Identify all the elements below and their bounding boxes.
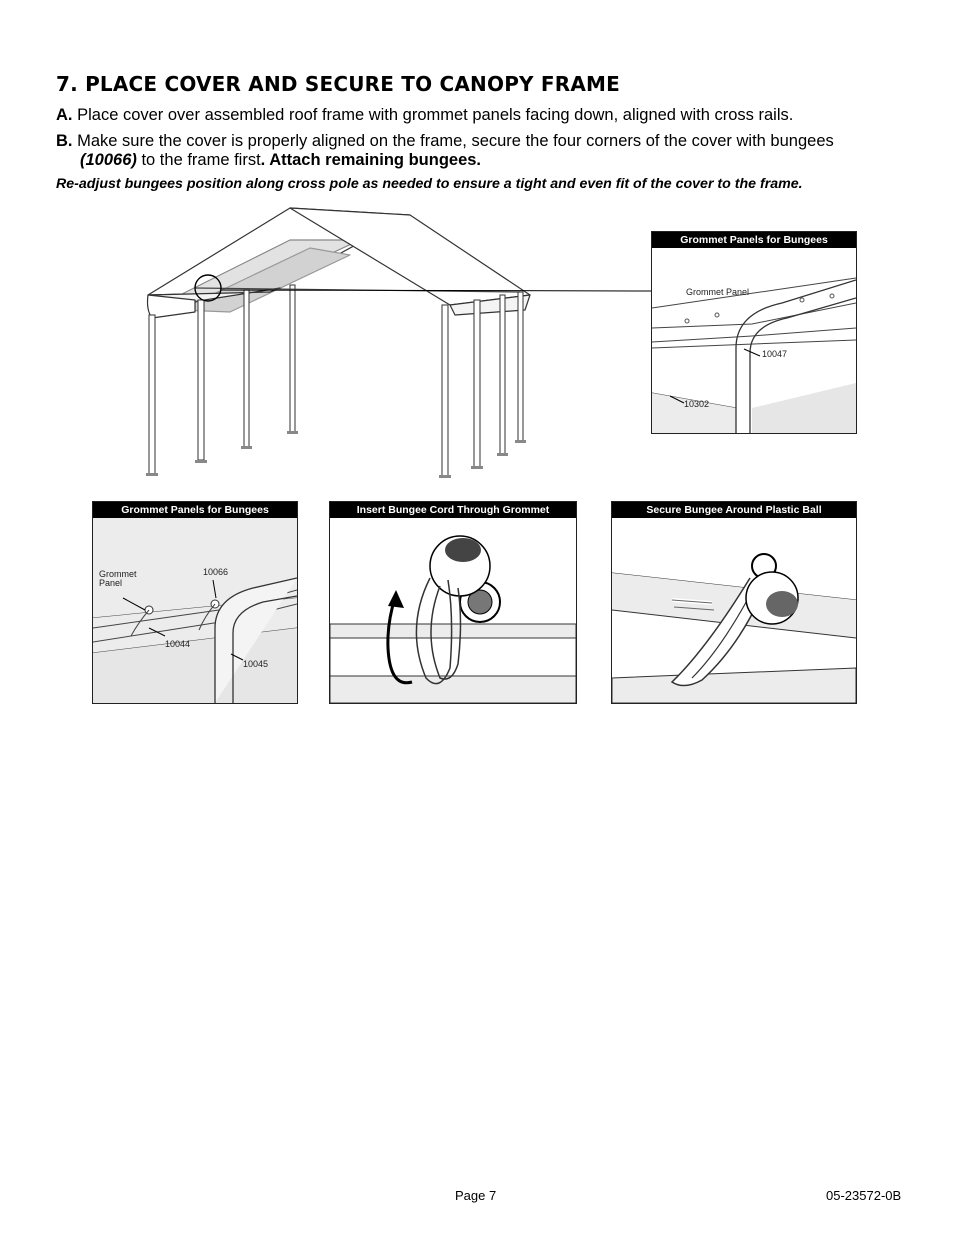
canopy-illustration: [120, 200, 660, 490]
label-grommet: Grommet: [99, 569, 137, 579]
detail-panel-bottom-right: [611, 501, 857, 704]
page-number: Page 7: [455, 1188, 497, 1203]
step-b: [56, 132, 896, 170]
detail-panel-top-right: [651, 231, 857, 434]
label-part-10302: 10302: [684, 399, 710, 409]
label-part-10047: 10047: [762, 349, 788, 359]
label-part-10045: 10045: [243, 659, 269, 669]
label-part-10044: 10044: [165, 639, 191, 649]
label-grommet-panel: Grommet Panel: [686, 287, 750, 297]
step-a: [56, 106, 896, 125]
step-b-text3: . Attach remaining bungees.: [260, 151, 482, 169]
detail-panel-bottom-middle: [329, 501, 577, 704]
step-a-text: Place cover over assembled roof frame with grommet panels facing down, aligned with cross rails.: [77, 106, 794, 124]
step-b-text: Make sure the cover is properly aligned on the frame, secure the four corners of the cover with bungees: [77, 132, 834, 150]
detail-panel-bottom-left: [92, 501, 298, 704]
step-b-part-number: (10066): [80, 151, 137, 169]
adjust-note: Re-adjust bungees position along cross pole as needed to ensure a tight and even fit of the cover to the frame.: [56, 176, 803, 192]
label-part-10066: 10066: [203, 567, 229, 577]
panel-title: Grommet Panels for Bungees: [93, 502, 297, 518]
label-panel: Panel: [99, 578, 123, 588]
document-number: 05-23572-0B: [826, 1188, 902, 1203]
panel-title: Grommet Panels for Bungees: [652, 232, 856, 248]
step-b-letter: B.: [56, 132, 73, 150]
panel-title: Secure Bungee Around Plastic Ball: [612, 502, 856, 518]
panel-title: Insert Bungee Cord Through Grommet: [330, 502, 576, 518]
step-a-letter: A.: [56, 106, 73, 124]
step-b-text2: to the frame first: [136, 151, 261, 169]
section-heading: 7. PLACE COVER AND SECURE TO CANOPY FRAME: [56, 72, 621, 96]
